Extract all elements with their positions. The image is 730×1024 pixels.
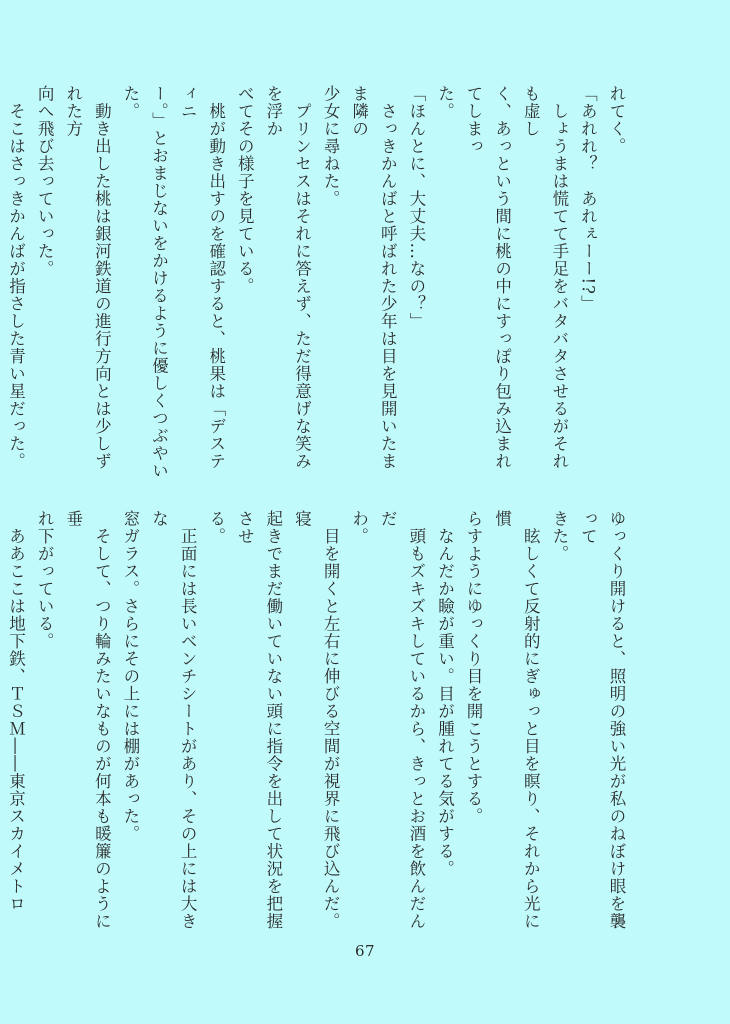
text-line: 少女に尋ねた。	[321, 85, 341, 208]
text-line: れ下がっている。	[35, 510, 55, 650]
text-line: 桃が動き出すのを確認すると、桃果は「デスティニ	[178, 85, 226, 470]
text-line: 眩しくて反射的にぎゅっと目を瞑り、それから光に慣	[492, 510, 541, 930]
text-line: る。	[206, 510, 226, 545]
page-number: 67	[354, 942, 376, 960]
text-line: らすようにゆっくり目を開こうとする。	[464, 510, 484, 825]
text-line: 「あれれ？ あれぇーー!?」	[578, 85, 598, 313]
upper-text-block	[6, 85, 630, 480]
text-line: プリンセスはそれに答えず、ただ得意げな笑みを浮か	[263, 85, 312, 470]
text-line: 正面には長いベンチシートがあり、その上には大きな	[149, 510, 198, 930]
text-line: さっきかんばと呼ばれた少年は目を見開いたまま隣の	[349, 85, 398, 470]
text-line: きた。	[549, 510, 569, 563]
text-line: べてその様子を見ている。	[235, 85, 255, 295]
text-line: 起きでまだ働いていない頭に指令を出して状況を把握させ	[235, 510, 283, 930]
text-line: く、あっという間に桃の中にすっぽり包み込まれてしまっ	[464, 85, 512, 470]
text-line: そこはさっきかんばが指さした青い星だった。	[6, 85, 26, 470]
text-line: 向へ飛び去っていった。	[35, 85, 55, 278]
text-line: 動き出した桃は銀河鉄道の進行方向とは少しずれた方	[63, 85, 112, 470]
text-line: しょうまは慌てて手足をバタバタさせるがそれも虚し	[521, 85, 569, 470]
text-line: ああここは地下鉄、ＴＳＭ――東京スカイメトロ	[6, 527, 26, 913]
text-line: ー。」とおまじないをかけるように優しくつぶやいた。	[120, 85, 169, 480]
text-line: そして、つり輪みたいなものが何本も暖簾のように垂	[63, 510, 112, 930]
text-line: 目を開くと左右に伸びる空間が視界に飛び込んだ。寝	[292, 510, 341, 930]
text-line: なんだか瞼が重い。目が腫れてる気がする。	[435, 510, 455, 878]
text-line: た。	[435, 85, 455, 120]
text-line: れてく。	[607, 85, 626, 155]
text-line: ゆっくり開けると、照明の強い光が私のねぼけ眼を襲って	[578, 510, 626, 930]
text-line: 「ほんとに、大丈夫…なの？」	[406, 85, 426, 330]
text-line: わ。	[349, 510, 369, 545]
lower-text-block	[6, 510, 630, 930]
text-line: 窓ガラス。さらにその上には棚があった。	[120, 510, 140, 843]
text-line: 頭もズキズキしているから、きっとお酒を飲んだんだ	[378, 510, 426, 930]
